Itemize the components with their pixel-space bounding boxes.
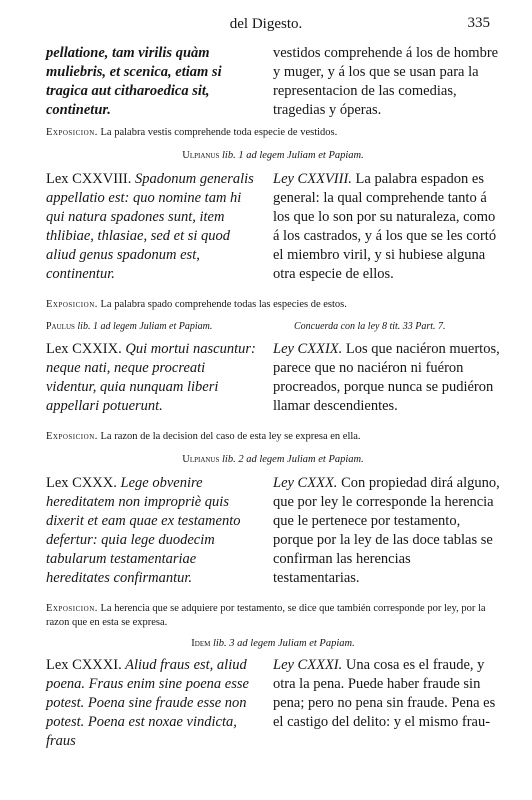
section-lex-130 [46,474,500,594]
ley-heading: Ley CXXX. [273,475,338,491]
spanish-text [273,474,500,588]
exposicion-label: Exposicion. [46,603,98,614]
exposicion-note [46,602,500,630]
ley-body: Con propiedad dirá alguno, que por ley le corresponde la herencia que le pertenece por testamento, porque por la ley de las doce tablas se confirman las herencias testamentarias. [273,475,500,586]
lex-heading: Lex CXXIX. [46,341,122,357]
ley-heading: Ley CXXXI. [273,657,343,673]
latin-text [46,340,256,416]
ley-heading: Ley CXXIX. [273,341,343,357]
source-reference: lib. 1 ad legem Juliam et Papiam. [77,321,213,332]
exposicion-label: Exposicion. [46,431,98,442]
source-citation [46,321,212,332]
source-author: Ulpianus [182,454,220,465]
spanish-text [273,340,500,416]
exposicion-note [46,126,500,140]
lex-body: Spadonum generalis appellatio est: quo nomine tam hi qui natura spadones sunt, item thlibiae, thlasiae, sed et si quod aliud genus spadonum est, continentur. [46,171,254,282]
section-lex-128 [46,170,500,290]
spanish-text [273,170,500,284]
exposicion-note [46,298,500,312]
exposicion-text: La palabra spado comprehende todas las especies de estos. [100,299,347,310]
source-reference: lib. 2 ad legem Juliam et Papiam. [222,454,364,465]
section-lex-131 [46,656,500,756]
latin-text [46,656,256,751]
exposicion-label: Exposicion. [46,127,98,138]
source-author: Paulus [46,321,75,332]
ley-body: Los que naciéron muertos, parece que no naciéron ni fuéron procreados, porque nunca se pudiéron llamar descendientes. [273,341,500,414]
source-reference: lib. 1 ad legem Juliam et Papiam. [222,150,364,161]
section-lex-129 [46,340,500,420]
ley-body: La palabra espadon es general: la qual comprehende tanto á los que lo son por su naturaleza, como á los castrados, y á los que se les cortó el miembro viril, y si hubiese alguna otra especie de ellos. [273,171,497,282]
ley-body: Una cosa es el fraude, y otra la pena. Puede haber fraude sin pena; pero no pena sin fraude. Pena es el castigo del delito: y el mismo frau- [273,657,496,730]
source-citation [46,454,500,465]
latin-text [46,170,256,284]
lex-heading: Lex CXXX. [46,475,117,491]
source-author: Ulpianus [182,150,220,161]
lex-body: Lege obvenire hereditatem non impropriè quis dixerit et eam quae ex testamento defertur: quia lege duodecim tabularum testamentariae hereditates confirmantur. [46,475,241,586]
lex-heading: Lex CXXVIII. [46,171,132,187]
page-number: 335 [467,15,490,31]
lex-body: Aliud fraus est, aliud poena. Fraus enim sine poena esse potest. Poena sine fraude esse non potest. Poena est noxae vindicta, fraus [46,657,249,749]
source-citation [46,150,500,161]
running-header: del Digesto. [229,16,303,32]
section-continuation [46,44,500,120]
concordance-note: Concuerda con la ley 8 tit. 33 Part. 7. [294,321,446,332]
exposicion-label: Exposicion. [46,299,98,310]
spanish-text [273,656,500,732]
exposicion-text: La palabra vestis comprehende toda especie de vestidos. [100,127,338,138]
source-reference: lib. 3 ad legem Juliam et Papiam. [212,638,355,649]
source-citation [46,638,500,649]
latin-text [46,474,256,588]
source-author: Idem [191,638,211,649]
lex-heading: Lex CXXXI. [46,657,122,673]
lex-body: Qui mortui nascuntur: neque nati, neque procreati videntur, quia nunquam liberi appellari potuerunt. [46,341,256,414]
exposicion-text: La razon de la decision del caso de esta ley se expresa en ella. [100,431,361,442]
latin-text: pellatione, tam virilis quàm muliebris, et scenica, etiam si tragica aut citharoedica sit, continetur. [46,45,222,118]
exposicion-text: La herencia que se adquiere por testamento, se dice que también corresponde por ley, por la razon que en esta se expresa. [46,603,486,628]
exposicion-note [46,430,500,444]
ley-heading: Ley CXXVIII. [273,171,352,187]
spanish-text: vestidos comprehende á los de hombre y muger, y á los que se usan para la representacion de las comedias, tragedias y óperas. [273,45,499,118]
